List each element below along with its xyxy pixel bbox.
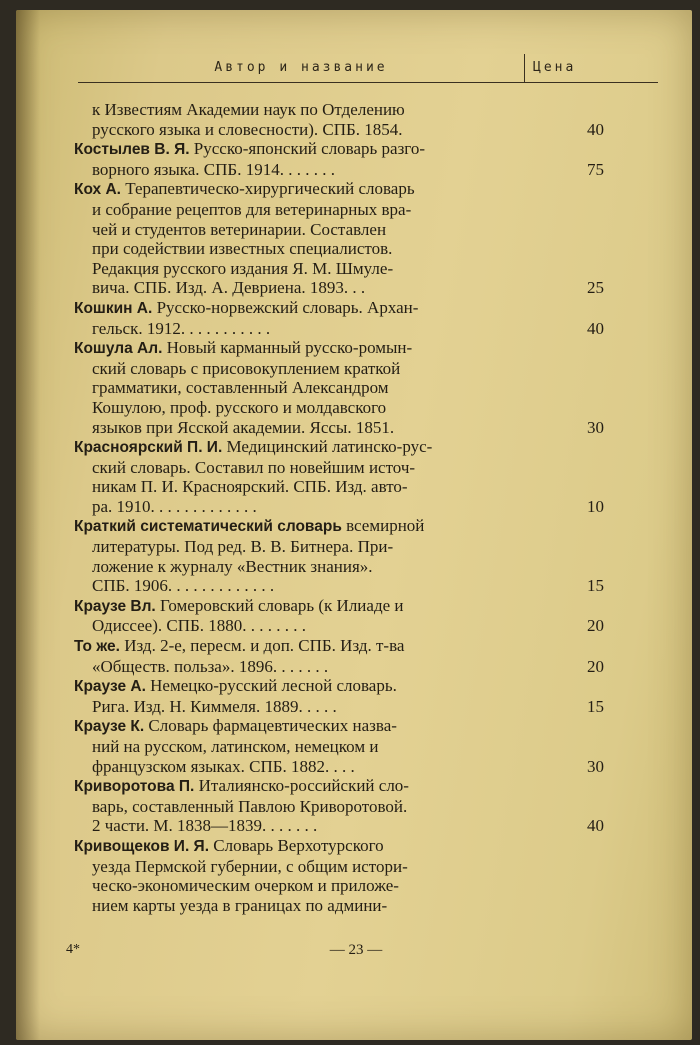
signature-mark: 4* xyxy=(66,942,80,957)
entry-author: Кривощеков И. Я. xyxy=(74,837,210,855)
entry-line xyxy=(74,636,558,657)
entry-price: 15 xyxy=(587,696,604,716)
entry-line xyxy=(74,716,558,737)
entry-text: никам П. И. Красноярский. СПБ. Изд. авто- xyxy=(92,477,408,497)
entry-text: грамматики, составленный Александром xyxy=(92,378,389,398)
entry-text: Русско-японский словарь разго- xyxy=(189,139,425,159)
entry-text: и собрание рецептов для ветеринарных вра- xyxy=(92,199,412,219)
entry-line xyxy=(74,239,558,259)
entry-text: нием карты уезда в границах по админи- xyxy=(92,895,388,915)
entry-line xyxy=(74,437,558,458)
entry-line xyxy=(74,477,558,497)
entry-text: Словарь Верхотурского xyxy=(209,835,384,855)
entry-price: 20 xyxy=(587,616,604,636)
entry-text: всемирной xyxy=(341,516,425,536)
header-price-title: Цена xyxy=(524,54,658,82)
catalog-entry xyxy=(74,139,634,179)
entry-text: чей и студентов ветеринарии. Составлен xyxy=(92,219,387,239)
entry-text: Немецко-русский лесной словарь. xyxy=(145,676,397,696)
entry-text: варь, составленный Павлою Криворотовой. xyxy=(92,796,408,816)
entry-line xyxy=(74,497,558,517)
entry-author: Кох А. xyxy=(74,181,121,199)
entry-line xyxy=(74,596,558,617)
catalog-entry xyxy=(74,179,634,298)
entry-text: ний на русском, латинском, немецком и xyxy=(92,737,379,756)
catalog-entry xyxy=(74,836,634,915)
entry-text: ложение к журналу «Вестник знания». xyxy=(92,556,373,576)
entry-price: 40 xyxy=(587,119,604,139)
entry-author: Краузе А. xyxy=(74,678,146,696)
entry-price: 30 xyxy=(587,756,604,776)
entry-line xyxy=(74,160,558,180)
entry-line xyxy=(74,259,558,279)
entry-text: Изд. 2-е, пересм. и доп. СПБ. Изд. т-ва xyxy=(119,636,405,656)
entry-line xyxy=(74,179,558,200)
entry-line xyxy=(74,537,558,557)
entry-price: 15 xyxy=(587,576,604,596)
entry-text: ский словарь. Составил по новейшим источ- xyxy=(92,457,416,477)
catalog-entry xyxy=(74,338,634,437)
entry-line xyxy=(74,896,558,916)
entry-price: 25 xyxy=(587,278,604,298)
entry-text: языков при Ясской академии. Яссы. 1851. xyxy=(92,417,395,437)
entry-price: 75 xyxy=(587,159,604,179)
entry-text: Редакция русского издания Я. М. Шмуле- xyxy=(92,258,394,278)
entry-line xyxy=(74,220,558,240)
entry-line xyxy=(74,797,558,817)
entry-text: Одиссее). СПБ. 1880. . . . . . . . xyxy=(92,616,306,636)
entry-line xyxy=(74,576,558,596)
entry-line xyxy=(74,816,558,836)
entry-line xyxy=(74,298,558,319)
entry-line xyxy=(74,836,558,857)
entry-line xyxy=(74,557,558,577)
entry-author: Кошула Ал. xyxy=(74,340,163,358)
catalog-entry xyxy=(74,596,634,636)
entry-text: ческо-экономическим очерком и приложе- xyxy=(92,876,399,896)
entry-text: ский словарь с присовокуплением краткой xyxy=(92,358,401,378)
entry-author: Красноярский П. И. xyxy=(74,439,223,457)
entry-author: Краузе К. xyxy=(74,718,145,736)
entry-text: при содействии известных специалистов. xyxy=(92,239,393,259)
page-spine-shadow xyxy=(16,10,40,1040)
entry-text: Кошулою, проф. русского и молдавского xyxy=(92,397,387,417)
entry-line xyxy=(74,378,558,398)
entry-text: Италиянско-российский сло- xyxy=(194,776,409,796)
entry-author: Краткий систематический словарь xyxy=(74,518,342,536)
catalog-entry xyxy=(74,298,634,338)
entry-line xyxy=(74,857,558,877)
catalog-entry xyxy=(74,437,634,516)
entry-text: ворного языка. СПБ. 1914. . . . . . . xyxy=(92,159,335,179)
page-number: — 23 — xyxy=(329,942,383,958)
entry-text: «Обществ. польза». 1896. . . . . . . xyxy=(92,656,329,676)
entry-line xyxy=(74,458,558,478)
entry-line xyxy=(74,200,558,220)
entry-line xyxy=(74,616,558,636)
entry-text: Гомеровский словарь (к Илиаде и xyxy=(155,595,404,615)
catalog-entry xyxy=(74,636,634,676)
entry-text: русского языка и словесности). СПБ. 1854. xyxy=(92,119,403,139)
entry-text: Русско-норвежский словарь. Архан- xyxy=(152,297,419,317)
entry-line xyxy=(74,697,558,717)
entry-line xyxy=(74,757,558,777)
entry-text: Медицинский латинско-рус- xyxy=(222,437,433,457)
entry-line xyxy=(74,120,558,140)
book-page xyxy=(16,10,692,1040)
entry-text: ра. 1910. . . . . . . . . . . . . xyxy=(92,496,257,516)
entry-text: Словарь фармацевтических назва- xyxy=(144,716,397,736)
entry-text: французском языках. СПБ. 1882. . . . xyxy=(92,756,355,776)
entry-line xyxy=(74,776,558,797)
entry-line xyxy=(74,100,558,120)
entry-text: гельск. 1912. . . . . . . . . . . xyxy=(92,318,271,338)
entry-text: вича. СПБ. Изд. А. Девриена. 1893. . . xyxy=(92,278,366,298)
catalog-entry xyxy=(74,516,634,595)
catalog-entry xyxy=(74,676,634,716)
entry-price: 30 xyxy=(587,417,604,437)
entry-line xyxy=(74,319,558,339)
entry-line xyxy=(74,516,558,537)
entry-text: 2 части. М. 1838—1839. . . . . . . xyxy=(92,816,318,836)
entry-price: 10 xyxy=(587,496,604,516)
entry-line xyxy=(74,676,558,697)
entry-price: 20 xyxy=(587,656,604,676)
entry-author: Криворотова П. xyxy=(74,778,195,796)
catalog-entries xyxy=(74,100,634,915)
entry-price: 40 xyxy=(587,318,604,338)
entry-line xyxy=(74,278,558,298)
entry-line xyxy=(74,657,558,677)
entry-text: СПБ. 1906. . . . . . . . . . . . . xyxy=(92,576,275,596)
catalog-entry xyxy=(74,100,634,139)
entry-price: 40 xyxy=(587,816,604,836)
entry-author: Кошкин А. xyxy=(74,299,153,317)
entry-text: Терапевтическо-хирургический словарь xyxy=(120,179,415,199)
entry-line xyxy=(74,737,558,757)
entry-author: Краузе Вл. xyxy=(74,597,156,615)
header-author-title: Автор и название xyxy=(214,60,388,75)
entry-line xyxy=(74,139,558,160)
entry-text: Рига. Изд. Н. Киммеля. 1889. . . . . xyxy=(92,696,337,716)
entry-text: уезда Пермской губернии, с общим истори- xyxy=(92,856,408,876)
entry-text: к Известиям Академии наук по Отделению xyxy=(92,100,405,119)
entry-text: Новый карманный русско-ромын- xyxy=(162,338,413,358)
table-header xyxy=(78,54,658,83)
catalog-entry xyxy=(74,776,634,836)
entry-author: То же. xyxy=(74,638,120,656)
entry-line xyxy=(74,359,558,379)
entry-line xyxy=(74,418,558,438)
entry-line xyxy=(74,876,558,896)
entry-text: литературы. Под ред. В. В. Битнера. При- xyxy=(92,537,394,557)
entry-author: Костылев В. Я. xyxy=(74,141,190,159)
entry-line xyxy=(74,338,558,359)
catalog-entry xyxy=(74,716,634,776)
entry-line xyxy=(74,398,558,418)
